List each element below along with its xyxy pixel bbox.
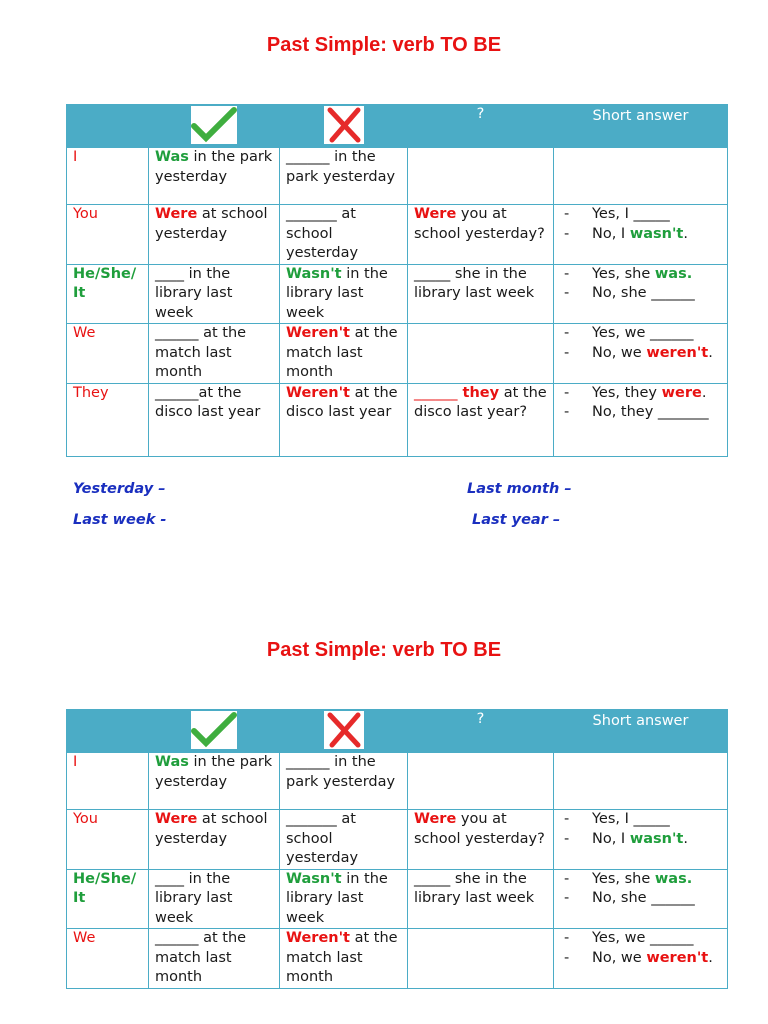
subject-cell: He/She/ It bbox=[67, 869, 149, 929]
table-row bbox=[67, 264, 728, 324]
question-cell bbox=[408, 753, 554, 810]
question-cell bbox=[408, 929, 554, 989]
positive-cell: Were at school yesterday bbox=[149, 205, 280, 265]
subject-cell: You bbox=[67, 810, 149, 870]
verb-table bbox=[66, 104, 728, 457]
positive-column-header bbox=[149, 710, 280, 753]
short-answer-cell: - Yes, I _____ - No, I wasn't. bbox=[554, 810, 728, 870]
short-answer-cell bbox=[554, 753, 728, 810]
negative-cell: _______ at school yesterday bbox=[280, 810, 408, 870]
subject-cell: We bbox=[67, 324, 149, 384]
subject-cell: They bbox=[67, 383, 149, 456]
positive-cell: ______ at the match last month bbox=[149, 324, 280, 384]
page-title: Past Simple: verb TO BE bbox=[266, 639, 502, 661]
short-answer-cell: - Yes, she was. - No, she ______ bbox=[554, 264, 728, 324]
subject-cell: He/She/ It bbox=[67, 264, 149, 324]
check-icon bbox=[191, 711, 237, 749]
negative-column-header bbox=[280, 710, 408, 753]
question-column-header: ? bbox=[408, 105, 554, 148]
time-expression-yesterday: Yesterday – bbox=[73, 481, 166, 497]
short-answer-cell: - Yes, we ______ - No, we weren't. bbox=[554, 324, 728, 384]
positive-cell: Was in the park yesterday bbox=[149, 148, 280, 205]
positive-cell: ______ at the match last month bbox=[149, 929, 280, 989]
table-row bbox=[67, 383, 728, 456]
table-row bbox=[67, 205, 728, 265]
verb-table bbox=[66, 709, 728, 989]
cross-icon bbox=[324, 106, 364, 144]
question-cell: _____ she in the library last week bbox=[408, 264, 554, 324]
short-answer-cell: - Yes, she was. - No, she ______ bbox=[554, 869, 728, 929]
negative-cell: Weren't at the match last month bbox=[280, 929, 408, 989]
subject-cell: I bbox=[67, 753, 149, 810]
negative-cell: ______ in the park yesterday bbox=[280, 753, 408, 810]
time-expression-last-month: Last month – bbox=[467, 481, 572, 497]
page-title: Past Simple: verb TO BE bbox=[266, 34, 502, 56]
question-cell bbox=[408, 324, 554, 384]
table-header-row bbox=[67, 710, 728, 753]
time-expression-last-year: Last year – bbox=[472, 512, 561, 528]
positive-cell: ____ in the library last week bbox=[149, 264, 280, 324]
question-cell: Were you at school yesterday? bbox=[408, 810, 554, 870]
subject-cell: I bbox=[67, 148, 149, 205]
question-cell: Were you at school yesterday? bbox=[408, 205, 554, 265]
short-answer-cell bbox=[554, 148, 728, 205]
positive-cell: ____ in the library last week bbox=[149, 869, 280, 929]
short-answer-header: Short answer bbox=[554, 105, 728, 148]
subject-cell: We bbox=[67, 929, 149, 989]
time-expression-last-week: Last week - bbox=[73, 512, 167, 528]
check-icon bbox=[191, 106, 237, 144]
short-answer-header: Short answer bbox=[554, 710, 728, 753]
table-row bbox=[67, 929, 728, 989]
negative-cell: Wasn't in the library last week bbox=[280, 264, 408, 324]
short-answer-cell: - Yes, we ______ - No, we weren't. bbox=[554, 929, 728, 989]
negative-cell: _______ at school yesterday bbox=[280, 205, 408, 265]
table-row bbox=[67, 148, 728, 205]
question-cell: _____ she in the library last week bbox=[408, 869, 554, 929]
table-row bbox=[67, 324, 728, 384]
cross-icon bbox=[324, 711, 364, 749]
negative-cell: Weren't at the disco last year bbox=[280, 383, 408, 456]
table-row bbox=[67, 753, 728, 810]
short-answer-cell: - Yes, I _____ - No, I wasn't. bbox=[554, 205, 728, 265]
table-row bbox=[67, 810, 728, 870]
negative-cell: Weren't at the match last month bbox=[280, 324, 408, 384]
question-cell: ______ they at the disco last year? bbox=[408, 383, 554, 456]
table-row bbox=[67, 869, 728, 929]
question-cell bbox=[408, 148, 554, 205]
positive-cell: ______at the disco last year bbox=[149, 383, 280, 456]
negative-cell: Wasn't in the library last week bbox=[280, 869, 408, 929]
short-answer-cell: - Yes, they were. - No, they _______ bbox=[554, 383, 728, 456]
table-header-row bbox=[67, 105, 728, 148]
positive-column-header bbox=[149, 105, 280, 148]
subject-cell: You bbox=[67, 205, 149, 265]
positive-cell: Was in the park yesterday bbox=[149, 753, 280, 810]
negative-column-header bbox=[280, 105, 408, 148]
negative-cell: ______ in the park yesterday bbox=[280, 148, 408, 205]
positive-cell: Were at school yesterday bbox=[149, 810, 280, 870]
question-column-header: ? bbox=[408, 710, 554, 753]
